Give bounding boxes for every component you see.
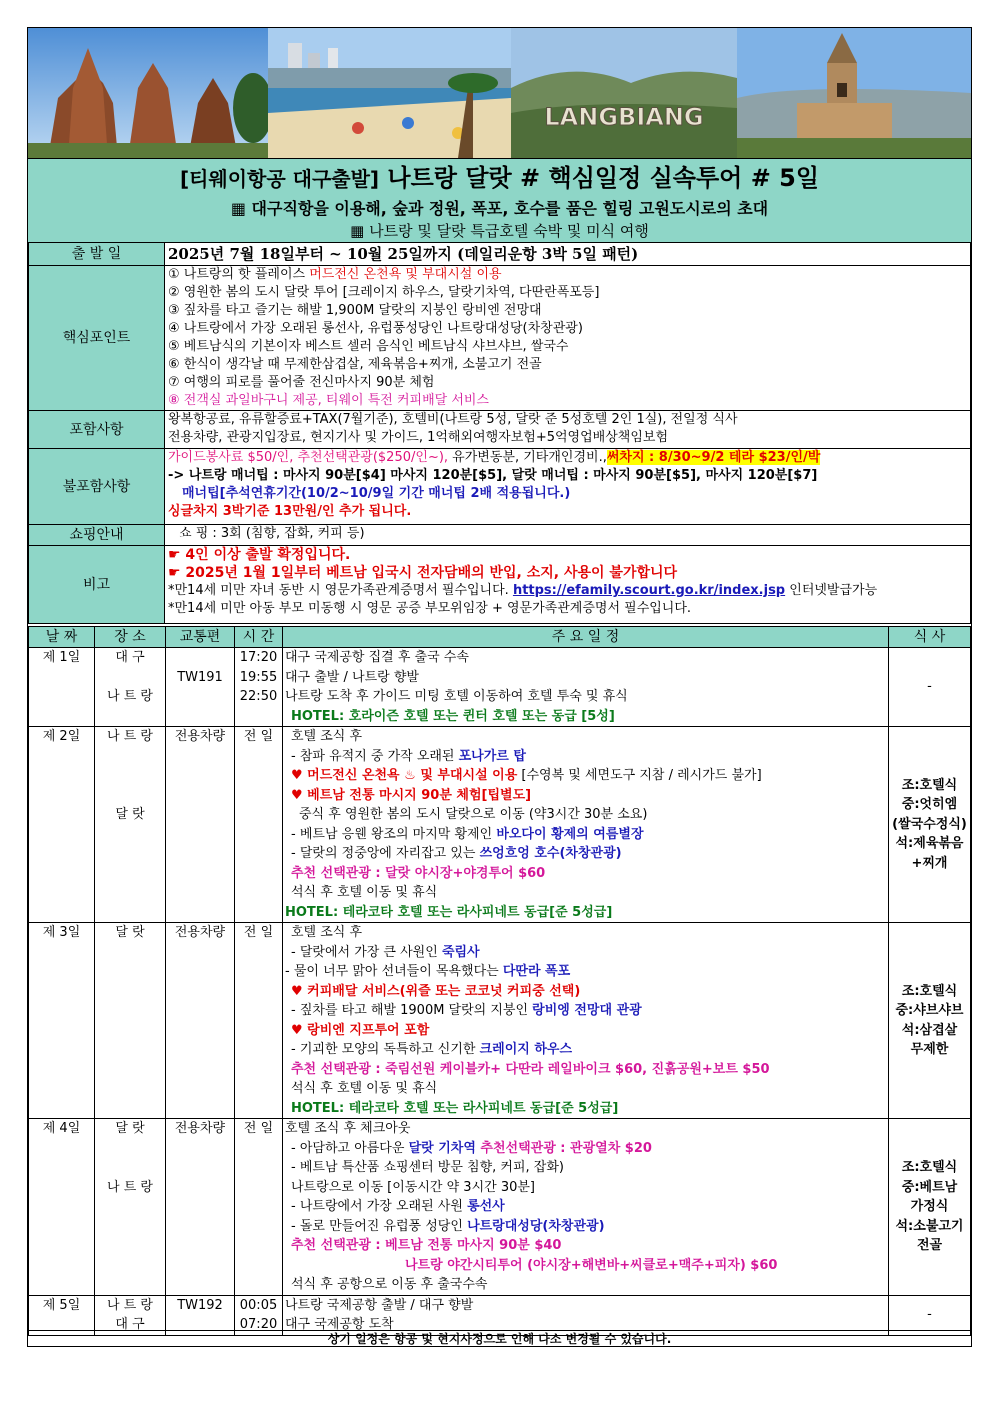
xuanhuong-highlight: 쓰엉흐엉 호수(차창관광) (479, 846, 622, 861)
itin-line: - 물이 너무 맑아 선녀들이 목욕했다는 (285, 964, 503, 979)
time-1: 00:05 (239, 1297, 278, 1313)
remark-parent-absent: *만14세 미만 아동 부모 미동행 시 영문 공증 부모위임장 + 영문가족관계증명서 필수입니다. (168, 601, 692, 616)
itin-line: 석식 후 호텔 이동 및 휴식 (291, 1081, 438, 1096)
optional-massage: 추천 선택관광 : 베트남 전통 마사지 90분 $40 (291, 1238, 562, 1253)
point-1: ① 나트랑의 핫 플레이스 (168, 267, 310, 282)
itinerary-cell (283, 648, 889, 727)
include-list (165, 411, 971, 449)
meal-dinner-note: +찌개 (911, 855, 948, 871)
meal-dinner: 석:삼겹살 (901, 1022, 958, 1038)
itin-line: - 달랏의 정중앙에 자리잡고 있는 (291, 846, 480, 861)
itin-line: 나트랑 국제공항 출발 / 대구 향발 (285, 1297, 474, 1313)
flight-tw192: TW192 (177, 1297, 223, 1313)
exclude-misc: 유가변동분, 기타개인경비., (448, 450, 607, 465)
manner-tip-line: -> 나트랑 매너팁 : 마사지 90분[$4] 마사지 120분[$5], 달랏 매너팁 : 마사지 90분[$5], 마사지 120분[$7] (168, 468, 818, 483)
point-1-highlight: 머드전신 온천욕 및 부대시설 이용 (309, 267, 502, 282)
meal-cell: - (889, 1295, 971, 1335)
itin-line: - 돌로 만들어진 유럽풍 성당인 (291, 1218, 468, 1234)
itin-line: - 나트랑에서 가장 오래된 사원 (291, 1199, 468, 1214)
include-line-2: 전용차량, 관광지입장료, 현지기사 및 가이드, 1억해외여행자보험+5억영업배상책임보험 (168, 430, 669, 445)
departure-label: 출 발 일 (29, 243, 165, 266)
place-cell: 달 랏 (95, 923, 166, 1119)
manner-tip-holiday: 매너팁[추석연휴기간(10/2~10/9일 기간 매너팁 2배 적용됩니다.) (182, 486, 571, 501)
itin-line: - 참파 유적지 중 가작 오래된 (291, 748, 459, 764)
time-cell: 전 일 (235, 727, 283, 923)
itin-line: 나트랑 도착 후 가이드 미팅 호텔 이동하여 호텔 투숙 및 휴식 (285, 689, 628, 704)
schedule-row-day3 (29, 923, 971, 1119)
meal-dinner-note: 무제한 (910, 1042, 949, 1057)
nhatrang-beach-photo (268, 28, 511, 158)
place-daegu: 대 구 (115, 650, 145, 665)
efamily-link[interactable]: https://efamily.scourt.go.kr/index.jsp (512, 583, 786, 598)
nhatrang-cathedral-photo (737, 28, 971, 158)
place-nhatrang: 나 트 랑 (107, 729, 153, 744)
optional-train: 추천선택관광 : 관광열차 $20 (475, 1140, 652, 1156)
header-day: 날 짜 (29, 627, 95, 648)
remark-label: 비고 (29, 546, 165, 624)
place-dalat: 달 랏 (115, 807, 145, 822)
dalat-station-highlight: 달랏 기차역 (408, 1140, 476, 1156)
ponagar-highlight: 포나가르 탑 (458, 748, 526, 764)
exclude-guide-fee: 가이드봉사료 $50/인, 추천선택관광($250/인~), (168, 450, 449, 465)
point-4: ④ 나트랑에서 가장 오래된 롱선사, 유럽풍성당인 나트랑대성당(차창관광) (168, 321, 583, 336)
meal-cell (889, 923, 971, 1119)
surcharge-badge: 써차지 : 8/30~9/2 테라 $23/인/박 (606, 450, 821, 465)
subtitle-2: ▦ 나트랑 및 달랏 특급호텔 숙박 및 미식 여행 (350, 222, 649, 240)
time-cell (235, 1295, 283, 1335)
banner-photos (28, 28, 971, 158)
single-charge: 싱글차지 3박기준 13만원/인 추가 됩니다. (168, 504, 412, 519)
remark-online: 인터넷발급가능 (785, 583, 878, 598)
transport-cell: 전용차량 (166, 923, 235, 1119)
jeep-tour: ♥ 랑비엔 지프투어 포함 (291, 1022, 430, 1038)
truclam-highlight: 죽림사 (441, 944, 480, 960)
meal-dinner-note: 전골 (916, 1238, 943, 1253)
header-place: 장 소 (95, 627, 166, 648)
info-table (28, 242, 971, 624)
longson-highlight: 롱선사 (467, 1199, 505, 1214)
day-label: 제 4일 (29, 1119, 95, 1296)
header-itinerary: 주 요 일 정 (283, 627, 889, 648)
header-meal: 식 사 (889, 627, 971, 648)
itin-line: 나트랑으로 이동 [이동시간 약 3시간 30분] (291, 1179, 535, 1195)
meal-dinner: 석:소불고기 (895, 1218, 964, 1234)
hotel-line: HOTEL: 호라이즌 호텔 또는 퀸터 호텔 또는 동급 [5성] (291, 708, 615, 724)
include-label: 포함사항 (29, 411, 165, 449)
day-label: 제 2일 (29, 727, 95, 923)
place-nhatrang: 나 트 랑 (107, 1179, 153, 1195)
itin-line: 대구 국제공항 도착 (285, 1317, 394, 1332)
transport-cell: 전용차량 (166, 1119, 235, 1296)
coffee-service: ♥ 커피배달 서비스(위즐 또는 코코넛 커피중 선택) (291, 983, 581, 999)
point-3: ③ 짚차를 타고 즐기는 해발 1,900M 달랏의 지붕인 랑비엔 전망대 (168, 303, 542, 318)
point-5: ⑤ 베트남식의 기본이자 베스트 셀러 음식인 베트남식 샤브샤브, 쌀국수 (168, 339, 569, 354)
point-8: ⑧ 전객실 과일바구니 제공, 티웨이 특전 커피배달 서비스 (168, 393, 489, 408)
transport-cell (166, 648, 235, 727)
time-cell: 전 일 (235, 923, 283, 1119)
langbiang-sign: LANGBIANG (544, 103, 704, 131)
time-2: 07:20 (239, 1317, 278, 1332)
itinerary-cell (283, 1119, 889, 1296)
itin-line: 석식 후 공항으로 이동 후 출국수속 (291, 1277, 488, 1292)
meal-lunch: 중:엇히엠 (901, 797, 958, 813)
itin-line: 중식 후 영원한 봄의 도시 달랏으로 이동 (약3시간 30분 소요) (299, 807, 648, 822)
place-cell (95, 1295, 166, 1335)
massage-highlight: ♥ 베트남 전통 마시지 90분 체험[팁별도] (291, 787, 532, 803)
meal-lunch-note: (쌀국수정식) (892, 816, 967, 832)
meal-dinner: 석:제육볶음 (895, 836, 964, 852)
meal-breakfast: 조:호텔식 (901, 777, 958, 793)
schedule-row-day5 (29, 1295, 971, 1335)
optional-tour: 추천 선택관광 : 죽림선원 케이블카+ 다딴라 레일바이크 $60, 진흙공원+보트 $50 (291, 1061, 770, 1077)
itin-line: - 베트남 응웬 왕조의 마지막 황제인 (291, 826, 497, 842)
schedule-table (28, 626, 971, 1336)
optional-tour: 추천 선택관광 : 달랏 야시장+야경투어 $60 (291, 865, 546, 881)
itinerary-cell (283, 727, 889, 923)
time-2: 19:55 (239, 669, 278, 685)
itin-line: - 짚차를 타고 해발 1900M 달랏의 지붕인 (291, 1003, 533, 1018)
point-7: ⑦ 여행의 피로를 풀어줄 전신마사지 90분 체험 (168, 375, 435, 390)
header-time: 시 간 (235, 627, 283, 648)
itin-line: 호텔 조식 후 체크아웃 (285, 1121, 411, 1136)
place-nhatrang: 나 트 랑 (107, 689, 153, 704)
time-cell (235, 648, 283, 727)
footer-note: 상기 일정은 항공 및 현지사정으로 인해 다소 변경될 수 있습니다. (28, 1330, 971, 1348)
meal-lunch-note: 가정식 (910, 1199, 949, 1214)
shopping-label: 쇼핑안내 (29, 525, 165, 546)
meal-breakfast: 조:호텔식 (901, 1160, 958, 1175)
place-dalat: 달 랏 (115, 1121, 145, 1136)
itin-line: 석식 후 호텔 이동 및 휴식 (291, 885, 438, 900)
meal-lunch: 중:샤브샤브 (895, 1003, 964, 1018)
point-6: ⑥ 한식이 생각날 때 무제한삼겹살, 제육볶음+찌개, 소불고기 전골 (168, 357, 542, 372)
itin-line: 호텔 조식 후 (291, 729, 363, 744)
langbiang-photo (511, 28, 737, 158)
departure-value: 2025년 7월 18일부터 ~ 10월 25일까지 (데일리운항 3박 5일 패턴) (165, 243, 971, 266)
exclude-label: 불포함사항 (29, 449, 165, 525)
itin-note: [수영복 및 세면도구 지참 / 레시가드 불가] (517, 768, 762, 783)
points-label: 핵심포인트 (29, 266, 165, 411)
itinerary-cell (283, 1295, 889, 1335)
header-transport: 교통편 (166, 627, 235, 648)
place-daegu: 대 구 (115, 1317, 145, 1332)
remark-min-people: ☛ 4인 이상 출발 확정입니다. (168, 547, 351, 563)
optional-night-tour: 나트랑 야간시티투어 (야시장+해변바+씨클로+맥주+피자) $60 (405, 1257, 778, 1273)
page-title (28, 161, 971, 196)
itin-line: - 아담하고 아름다운 (291, 1140, 409, 1156)
ponagar-tower-photo (28, 28, 268, 158)
shopping-value: 쇼 핑 : 3회 (침향, 잡화, 커피 등) (165, 525, 971, 546)
itin-line: 호텔 조식 후 (291, 925, 363, 940)
subtitle-1: ▦ 대구직항을 이용해, 숲과 정원, 폭포, 호수를 품은 힐링 고원도시로의 초대 (230, 199, 769, 218)
include-line-1: 왕복항공료, 유류할증료+TAX(7월기준), 호텔비(나트랑 5성, 달랏 준 5성호텔 2인 1실), 전일정 식사 (168, 412, 738, 427)
hotel-line: HOTEL: 테라코타 호텔 또는 라사피네트 동급[준 5성급] (291, 1100, 619, 1116)
time-3: 22:50 (239, 689, 278, 704)
title-main: 나트랑 달랏 # 핵심일정 실속투어 # 5일 (387, 164, 820, 192)
points-list (165, 266, 971, 411)
meal-breakfast: 조:호텔식 (901, 983, 958, 999)
title-block (28, 158, 971, 243)
day-label: 제 3일 (29, 923, 95, 1119)
itin-line: 대구 국제공항 집결 후 출국 수속 (285, 650, 469, 665)
transport-cell (166, 1295, 235, 1335)
day-label: 제 5일 (29, 1295, 95, 1335)
crazyhouse-highlight: 크레이지 하우스 (479, 1042, 573, 1057)
meal-lunch: 중:베트남 (901, 1179, 958, 1195)
meal-cell: - (889, 648, 971, 727)
itin-line: 대구 출발 / 나트랑 향발 (285, 669, 419, 685)
remark-ecig: ☛ 2025년 1월 1일부터 베트남 입국시 전자담배의 반입, 소지, 사용이 불가합니다 (168, 565, 678, 581)
day-label: 제 1일 (29, 648, 95, 727)
itin-line: - 베트남 특산품 쇼핑센터 방문 침향, 커피, 잡화) (291, 1160, 564, 1175)
flight-tw191: TW191 (177, 669, 223, 685)
meal-cell (889, 727, 971, 923)
datanla-highlight: 다딴라 폭포 (502, 964, 571, 979)
itinerary-cell (283, 923, 889, 1119)
place-cell (95, 648, 166, 727)
itin-line: - 기괴한 모양의 독특하고 신기한 (291, 1042, 480, 1057)
schedule-row-day2 (29, 727, 971, 923)
exclude-list (165, 449, 971, 525)
mud-bath-highlight: ♥ 머드전신 온천욕 ♨ 및 부대시설 이용 (291, 768, 518, 783)
meal-cell (889, 1119, 971, 1296)
hotel-line: HOTEL: 테라코타 호텔 또는 라사피네트 동급[준 5성급] (285, 904, 613, 920)
itin-line: - 달랏에서 가장 큰 사원인 (291, 944, 442, 960)
remark-list (165, 546, 971, 624)
schedule-row-day4 (29, 1119, 971, 1296)
remark-child-doc: *만14세 미만 자녀 동반 시 영문가족관계증명서 필수입니다. (168, 583, 513, 598)
baodai-highlight: 바오다이 황제의 여름별장 (496, 826, 644, 842)
point-2: ② 영원한 봄의 도시 달랏 투어 [크레이지 하우스, 달랏기차역, 다딴란폭포등] (168, 285, 600, 300)
cathedral-highlight: 나트랑대성당(차창관광) (467, 1218, 605, 1234)
title-prefix: [티웨이항공 대구출발] (179, 167, 380, 191)
place-nhatrang: 나 트 랑 (107, 1297, 153, 1313)
langbiang-highlight: 랑비엥 전망대 관광 (532, 1003, 642, 1018)
time-1: 17:20 (239, 650, 278, 665)
time-cell: 전 일 (235, 1119, 283, 1296)
transport-cell: 전용차량 (166, 727, 235, 923)
place-cell (95, 727, 166, 923)
schedule-row-day1 (29, 648, 971, 727)
place-cell (95, 1119, 166, 1296)
